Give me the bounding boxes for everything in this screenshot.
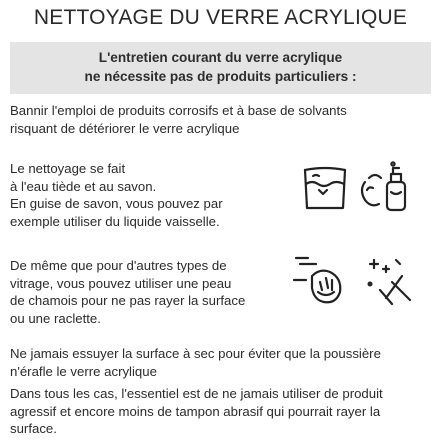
paragraph-abrasive: [10, 385, 383, 438]
water-bucket-icon: [300, 162, 350, 216]
banner-line-2: ne nécessite pas de produits particuliers :: [84, 69, 357, 84]
paragraph-soap: [10, 160, 223, 230]
paragraph-solvents: [10, 102, 347, 137]
paragraph-line: Bannir l'emploi de produits corrosifs et à base de solvants: [10, 103, 347, 118]
chamois-cloth-icon: [290, 252, 354, 310]
paragraph-line: de chamois pour ne pas rayer la surface: [10, 293, 246, 308]
paragraph-line: vitrage, vous pouvez utiliser une peau: [10, 275, 232, 291]
banner-line-1: L'entretien courant du verre acrylique: [98, 50, 343, 65]
paragraph-chamois: [10, 257, 245, 327]
paragraph-line: Dans tous les cas, l'essentiel est de ne jamais utiliser de produit: [10, 386, 383, 401]
paragraph-line: agressif et encore moins de tampon abrasif qui pourrait rayer la: [10, 403, 381, 419]
paragraph-line: exemple utiliser du liquide vaisselle.: [10, 213, 220, 229]
soap-bottle-icon: [355, 160, 413, 218]
paragraph-line: Ne jamais essuyer la surface à sec pour éviter que la poussière: [10, 346, 381, 361]
paragraph-line: surface.: [10, 421, 57, 436]
squeegee-icon: [362, 252, 422, 312]
intro-banner: [10, 42, 431, 94]
paragraph-line: Le nettoyage se fait: [10, 161, 126, 176]
paragraph-line: n'érafle le verre acrylique: [10, 363, 157, 379]
paragraph-line: De même que pour d'autres types de: [10, 258, 227, 273]
paragraph-line: ou une raclette.: [10, 310, 101, 326]
paragraph-line: à l'eau tiède et au savon.: [10, 178, 157, 194]
paragraph-no-dry: [10, 345, 381, 380]
paragraph-line: En guise de savon, vous pouvez par: [10, 196, 223, 211]
paragraph-line: risquant de détériorer le verre acrylique: [10, 120, 240, 136]
page-title: NETTOYAGE DU VERRE ACRYLIQUE: [33, 6, 408, 29]
